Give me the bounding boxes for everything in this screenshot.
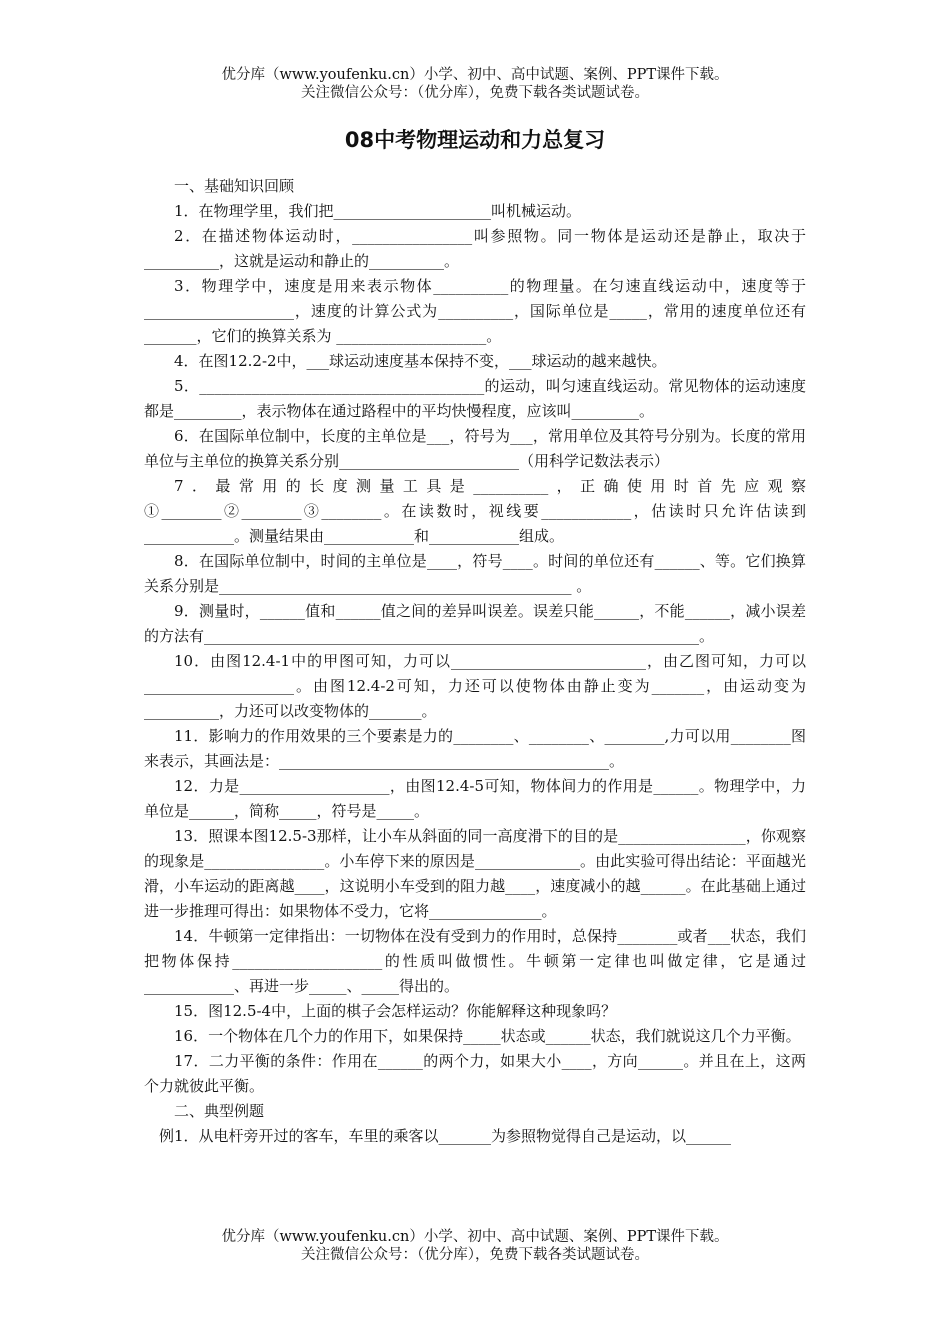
- footer-line-1: 优分库（www.youfenku.cn）小学、初中、高中试题、案例、PPT课件下载。: [221, 1229, 729, 1245]
- question-13: 13．照课本图12.5-3那样，让小车从斜面的同一高度滑下的目的是_________________，你观察的现象是________________。小车停下来的原因是______________。由此实验可得出结论：平面越光滑，小车运动的距离越____，这说明小车受到的阻力越____，速度减小的越______。在此基础上通过进一步推理可得出：如果物体不受力，它将_______________。: [144, 827, 806, 920]
- question-16: 16．一个物体在几个力的作用下，如果保持_____状态或______状态，我们就说这几个力平衡。: [174, 1027, 801, 1045]
- question-1: 1．在物理学里，我们把_____________________叫机械运动。: [174, 202, 582, 220]
- question-14: 14．牛顿第一定律指出：一切物体在没有受到力的作用时，总保持________或者___状态，我们把物体保持____________________的性质叫做惯性。牛顿第一定律也叫做定律，它是通过____________、再进一步_____、_____得出的。: [144, 927, 806, 995]
- question-4: 4．在图12.2-2中，___球运动速度基本保持不变，___球运动的越来越快。: [174, 352, 667, 370]
- question-11: 11．影响力的作用效果的三个要素是力的________、________、________,力可以用________图来表示，其画法是：____________________________________________。: [144, 727, 806, 770]
- question-6: 6．在国际单位制中，长度的主单位是___，符号为___，常用单位及其符号分别为。长度的常用单位与主单位的换算关系分别________________________（用科学记数法表示）: [144, 427, 806, 470]
- page-title: 08中考物理运动和力总复习: [344, 128, 606, 152]
- example-1: 例1．从电杆旁开过的客车，车里的乘客以_______为参照物觉得自己是运动，以______: [159, 1127, 732, 1145]
- question-5: 5．______________________________________的运动，叫匀速直线运动。常见物体的运动速度都是_________，表示物体在通过路程中的平均快慢程度，应该叫_________。: [144, 377, 806, 420]
- question-8: 8．在国际单位制中，时间的主单位是____，符号____。时间的单位还有______、等。它们换算关系分别是_______________________________________________ 。: [144, 552, 806, 595]
- question-3: 3．物理学中，速度是用来表示物体__________的物理量。在匀速直线运动中，速度等于____________________，速度的计算公式为__________，国际单位是_____，常用的速度单位还有_______，它们的换算关系为 ____________________。: [144, 277, 806, 345]
- header-line-1: 优分库（www.youfenku.cn）小学、初中、高中试题、案例、PPT课件下载。: [221, 67, 729, 83]
- header-line-2: 关注微信公众号：（优分库），免费下载各类试题试卷。: [301, 85, 649, 101]
- question-12: 12．力是____________________，由图12.4-5可知，物体间力的作用是______。物理学中，力单位是______，简称_____，符号是_____。: [144, 777, 806, 820]
- question-17: 17．二力平衡的条件：作用在______的两个力，如果大小____，方向______。并且在上，这两个力就彼此平衡。: [144, 1052, 806, 1095]
- page-header: [0, 66, 950, 102]
- question-15: 15．图12.5-4中，上面的棋子会怎样运动？你能解释这种现象吗？: [174, 1002, 617, 1020]
- section-heading-examples: 二、典型例题: [174, 1102, 265, 1120]
- document-body: [144, 174, 806, 1149]
- question-7: 7．最常用的长度测量工具是__________，正确使用时首先应观察①________②________③________。在读数时，视线要____________，估读时只允许估读到____________。测量结果由____________和____________组成。: [144, 477, 806, 545]
- question-10: 10．由图12.4-1中的甲图可知，力可以__________________________，由乙图可知，力可以____________________。由图12.4-2可知，力还可以使物体由静止变为_______，由运动变为__________，力还可以改变物体的_______。: [144, 652, 806, 720]
- question-9: 9．测量时，______值和______值之间的差异叫误差。误差只能______，不能______，减小误差的方法有__________________________________________________________________。: [144, 602, 806, 645]
- question-2: 2．在描述物体运动时，________________叫参照物。同一物体是运动还是静止，取决于__________，这就是运动和静止的__________。: [144, 227, 806, 270]
- footer-line-2: 关注微信公众号：（优分库），免费下载各类试题试卷。: [301, 1247, 649, 1263]
- page-footer: [0, 1228, 950, 1264]
- section-heading-basics: 一、基础知识回顾: [174, 177, 295, 195]
